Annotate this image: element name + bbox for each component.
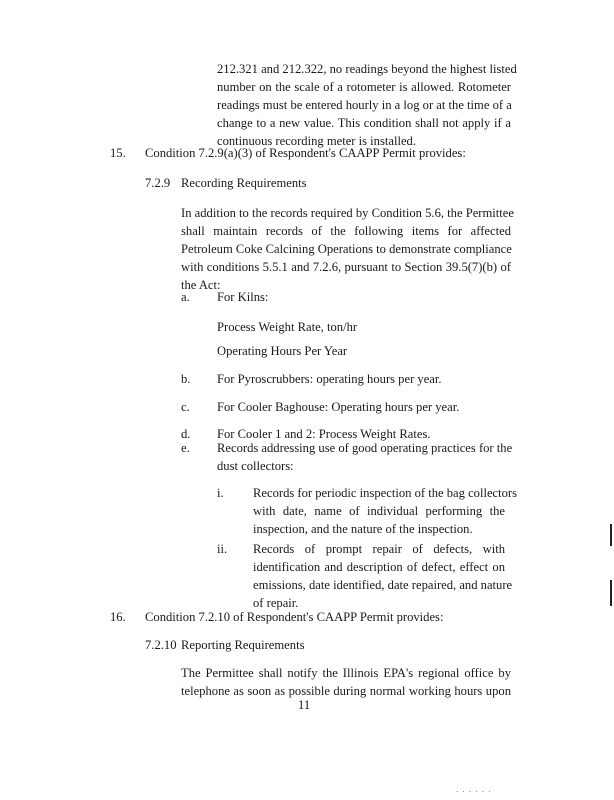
list-letter: d. [181,427,191,441]
text-line: with date, name of individual performing the [253,504,505,518]
text-line: Records of prompt repair of defects, with [253,542,505,556]
item-number: 16. [110,610,126,624]
list-subtext: Operating Hours Per Year [217,344,348,358]
text-line: telephone as soon as possible during normal working hours upon [181,684,511,698]
item-number: 15. [110,146,126,160]
text-line: with conditions 5.5.1 and 7.2.6, pursuant to Section 39.5(7)(b) of [181,260,511,274]
text-line: The Permittee shall notify the Illinois EPA's regional office by [181,666,511,680]
list-subtext: Process Weight Rate, ton/hr [217,320,358,334]
section-number: 7.2.9 [145,176,171,190]
text-line: of repair. [253,596,299,610]
text-line: 212.321 and 212.322, no readings beyond the highest listed [217,62,517,76]
item-text: Condition 7.2.10 of Respondent's CAAPP Permit provides: [145,610,444,624]
scan-artifact [610,580,612,606]
text-line: the Act: [181,278,221,292]
text-line: Petroleum Coke Calcining Operations to demonstrate compliance [181,242,512,256]
text-line: continuous recording meter is installed. [217,134,417,148]
text-line: In addition to the records required by Condition 5.6, the Permittee [181,206,514,220]
list-text: For Pyroscrubbers: operating hours per year. [217,372,442,386]
scan-artifact: · · · · · · [456,788,492,796]
text-line: readings must be entered hourly in a log or at the time of a [217,98,512,112]
text-line: shall maintain records of the following items for affected [181,224,511,238]
text-line: Records for periodic inspection of the bag collectors [253,486,518,500]
text-line: number on the scale of a rotometer is allowed. Rotometer [217,80,511,94]
roman-numeral: ii. [217,542,228,556]
text-line: identification and description of defect, effect on [253,560,505,574]
scan-artifact [610,524,612,546]
list-text: For Kilns: [217,290,269,304]
list-letter: c. [181,400,190,414]
item-text: Condition 7.2.9(a)(3) of Respondent's CAAPP Permit provides: [145,146,466,160]
text-line: emissions, date identified, date repaired, and nature [253,578,513,592]
list-letter: a. [181,290,190,304]
section-number: 7.2.10 [145,638,177,652]
page-number: 11 [298,698,311,712]
section-title: Recording Requirements [181,176,307,190]
section-title: Reporting Requirements [181,638,305,652]
roman-numeral: i. [217,486,224,500]
list-text: For Cooler 1 and 2: Process Weight Rates. [217,427,431,441]
text-line: Records addressing use of good operating practices for the [217,441,513,455]
list-letter: e. [181,441,190,455]
list-letter: b. [181,372,191,386]
text-line: inspection, and the nature of the inspection. [253,522,473,536]
text-line: change to a new value. This condition shall not apply if a [217,116,511,130]
list-text: For Cooler Baghouse: Operating hours per year. [217,400,460,414]
text-line: dust collectors: [217,459,294,473]
